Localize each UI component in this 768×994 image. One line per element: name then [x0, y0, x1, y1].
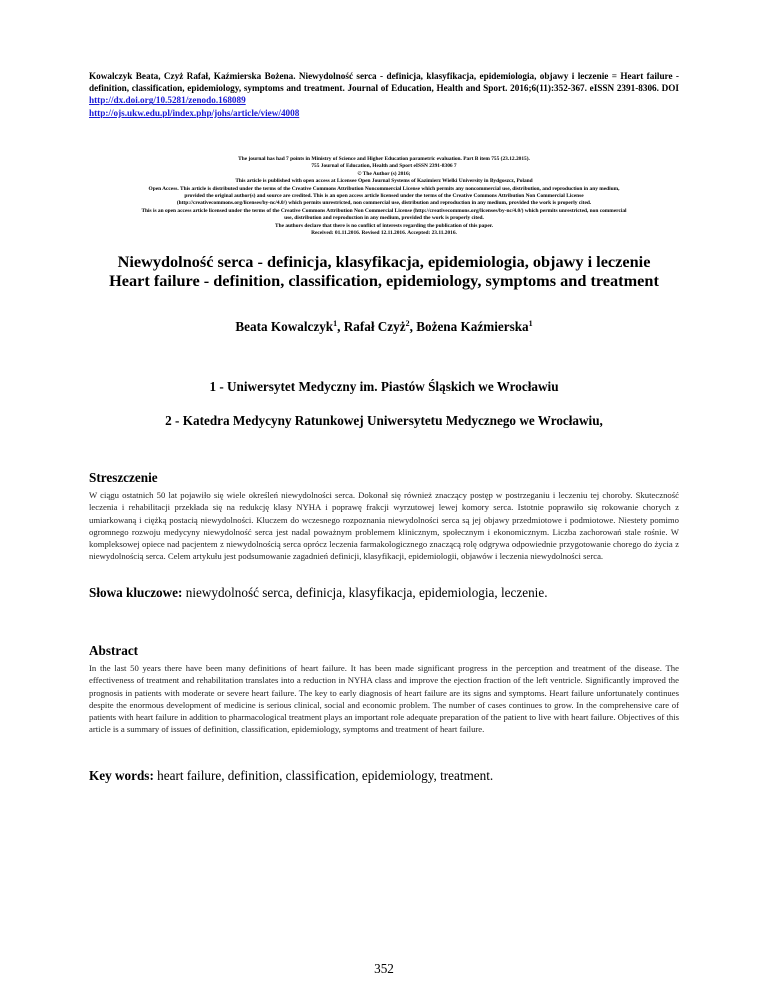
keywords-pl-label: Słowa kluczowe: — [89, 585, 183, 600]
title-en: Heart failure - definition, classification, epidemiology, symptoms and treatment — [109, 271, 659, 290]
keywords-en — [89, 768, 493, 784]
authors — [60, 319, 708, 335]
journal-note-line: Received: 01.11.2016. Revised 12.11.2016. Accepted: 23.11.2016. — [311, 230, 457, 237]
abstract-heading: Abstract — [89, 643, 139, 658]
page-number: 352 — [374, 961, 394, 976]
citation-text: Kowalczyk Beata, Czyż Rafał, Kaźmierska Bożena. Niewydolność serca - definicja, klasyfikacja, epidemiologia, objawy i leczenie = Heart failure - definition, classification, epidemiology, symptoms and treatment. Journal of Education, Health and Sport. 2016;6(11):352-367. eISSN 2391-8306. DOI — [89, 71, 679, 94]
author-separator: , — [337, 319, 344, 334]
citation — [89, 70, 679, 119]
journal-note-line: provided the original author(s) and source are credited. This is an open access article licensed under the terms of the Creative Commons Attribution Non Commercial License — [184, 193, 584, 200]
affiliation-1: 1 - Uniwersytet Medyczny im. Piastów Śląskich we Wrocławiu — [209, 379, 559, 394]
author-affil-mark: 1 — [528, 319, 533, 328]
author-name: Rafał Czyż — [343, 319, 406, 334]
journal-link[interactable]: http://ojs.ukw.edu.pl/index.php/johs/article/view/4008 — [89, 107, 300, 118]
journal-note-line: (http://creativecommons.org/licenses/by-nc/4.0/) which permits unrestricted, non commercial use, distribution and reproduction in any medium, provided the work is properly cited. — [176, 200, 592, 207]
journal-note-line: Open Access. This article is distributed under the terms of the Creative Commons Attribution Noncommercial License which permits any noncommercial use, distribution, and reproduction in any medium, — [148, 185, 620, 192]
affiliation-2: 2 - Katedra Medycyny Ratunkowej Uniwersytetu Medycznego we Wrocławiu, — [165, 413, 603, 428]
author-separator: , — [409, 319, 417, 334]
keywords-pl — [89, 585, 548, 601]
journal-note — [84, 156, 684, 237]
streszczenie-heading: Streszczenie — [89, 470, 158, 485]
journal-note-line: This article is published with open access at Licensee Open Journal Systems of Kazimierz Wielki University in Bydgoszcz, Poland — [235, 178, 533, 185]
streszczenie-text: W ciągu ostatnich 50 lat pojawiło się wiele określeń niewydolności serca. Dokonał się również znaczący postęp w postrzeganiu i leczeniu tej choroby. Skuteczność leczenia i rehabilitacji przekłada się na redukcję klasy NYHA i poprawę frakcji wyrzutowej lewej komory serca. Istotnie poprawiło się rokowanie chorych z umiarkowaną i ciężką postacią niewydolności. Kluczem do wczesnego rozpoznania niewydolności serca są jej objawy przedmiotowe i podmiotowe. Niestety pomimo ogromnego rozwoju medycyny niewydolność serca jest nadal poważnym problemem klinicznym, społecznym i ekonomicznym. Liczba zachorowań stale rośnie. W kompleksowej opiece nad pacjentem z niewydolnością serca oprócz leczenia farmakologicznego znaczącą rolę odgrywa odpowiednie przygotowanie chorego do życia z niewydolnością serca. Celem artykułu jest podsumowanie zagadnień definicji, klasyfikacji, epidemiologii, objawów i leczenia niewydolności serca. — [89, 490, 679, 562]
title-pl: Niewydolność serca - definicja, klasyfikacja, epidemiologia, objawy i leczenie — [117, 252, 651, 271]
journal-note-line: This is an open access article licensed under the terms of the Creative Commons Attribution Non Commercial License (http://creativecommons.org/licenses/by-nc/4.0/) which permits unrestricted, non commercial — [141, 207, 627, 214]
keywords-pl-text: niewydolność serca, definicja, klasyfikacja, epidemiologia, leczenie. — [182, 585, 548, 600]
journal-note-line: The journal has had 7 points in Ministry of Science and Higher Education parametric evaluation. Part B item 755 (23.12.2015). — [238, 156, 530, 162]
article-title — [60, 252, 708, 290]
journal-note-line: use, distribution and reproduction in any medium, provided the work is properly cited. — [284, 215, 484, 222]
doi-link[interactable]: http://dx.doi.org/10.5281/zenodo.168089 — [89, 95, 246, 106]
keywords-en-text: heart failure, definition, classification, epidemiology, treatment. — [153, 768, 494, 783]
journal-note-line: 755 Journal of Education, Health and Sport eISSN 2391-8306 7 — [311, 163, 457, 170]
author-affil-mark: 1 — [333, 319, 338, 328]
keywords-en-label: Key words: — [89, 768, 154, 783]
abstract-text: In the last 50 years there have been many definitions of heart failure. It has been made significant progress in the perception and treatment of the disease. The effectiveness of treatment and rehabilitation translates into a reduction in NYHA class and improve the ejection fraction of the left ventricle. Significantly improved the prognosis in patients with moderate or severe heart failure. The key to early diagnosis of heart failure are its signs and symptoms. Heart failure unfortunately continues despite the enormous development of medicine is serious clinical, social and economic problem. The number of cases continues to grow. In the comprehensive care of patients with heart failure in addition to pharmacological treatment plays an important role adequate preparation of the patient to live with heart failure. Objectives of this article is a summary of issues of definition, classification, epidemiology, symptoms and treatment of heart failure. — [89, 663, 679, 735]
journal-note-line: © The Author (s) 2016; — [357, 170, 411, 177]
author-name: Beata Kowalczyk — [235, 319, 334, 334]
journal-note-line: The authors declare that there is no conflict of interests regarding the publication of this paper. — [274, 222, 494, 229]
author-name: Bożena Kaźmierska — [416, 319, 529, 334]
author-affil-mark: 2 — [405, 319, 410, 328]
